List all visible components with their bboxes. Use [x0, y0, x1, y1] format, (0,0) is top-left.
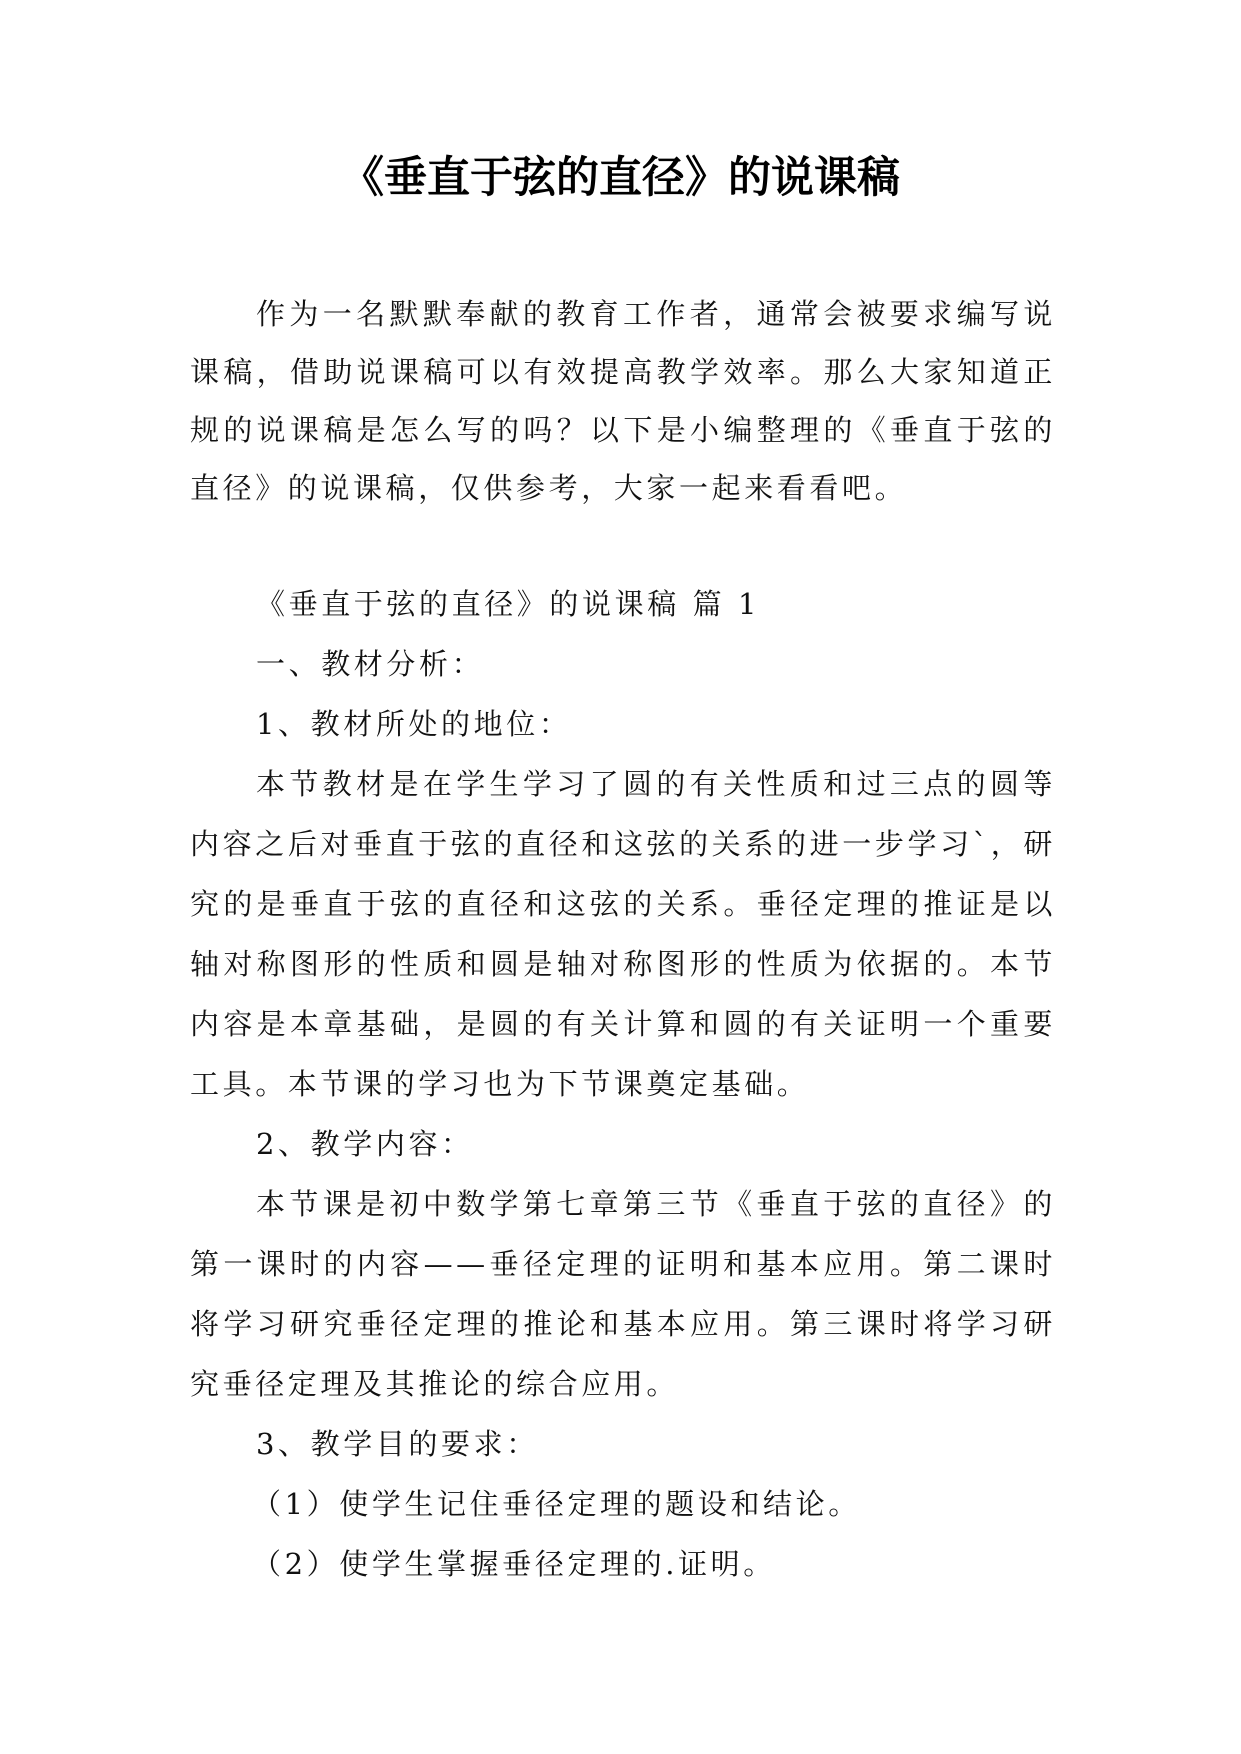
sub3-heading: 3、教学目的要求：: [256, 1427, 539, 1461]
document-title: 《垂直于弦的直径》的说课稿: [341, 153, 900, 203]
list-item: （1）使学生记住垂径定理的题设和结论。: [252, 1487, 861, 1521]
list-item: （2）使学生掌握垂径定理的.证明。: [252, 1547, 776, 1581]
intro-paragraph: 作为一名默默奉献的教育工作者，通常会被要求编写说课稿，借助说课稿可以有效提高教学效率。那么大家知道正规的说课稿是怎么写的吗？以下是小编整理的《垂直于弦的直径》的说课稿，仅供参考，大家一起来看看吧。: [190, 297, 1056, 505]
sub1-body-paragraph: 本节教材是在学生学习了圆的有关性质和过三点的圆等内容之后对垂直于弦的直径和这弦的关系的进一步学习`，研究的是垂直于弦的直径和这弦的关系。垂径定理的推证是以轴对称图形的性质和圆是轴对称图形的性质为依据的。本节内容是本章基础，是圆的有关计算和圆的有关证明一个重要工具。本节课的学习也为下节课奠定基础。: [190, 767, 1056, 1101]
sub2-heading: 2、教学内容：: [256, 1127, 474, 1161]
sub1-heading: 1、教材所处的地位：: [256, 707, 572, 741]
part1-heading: 一、教材分析：: [256, 647, 485, 681]
section-heading: 《垂直于弦的直径》的说课稿 篇 1: [256, 587, 761, 621]
sub2-body-paragraph: 本节课是初中数学第七章第三节《垂直于弦的直径》的第一课时的内容——垂径定理的证明和基本应用。第二课时将学习研究垂径定理的推论和基本应用。第三课时将学习研究垂径定理及其推论的综合应用。: [190, 1187, 1056, 1401]
document-content: [190, 574, 1056, 1594]
